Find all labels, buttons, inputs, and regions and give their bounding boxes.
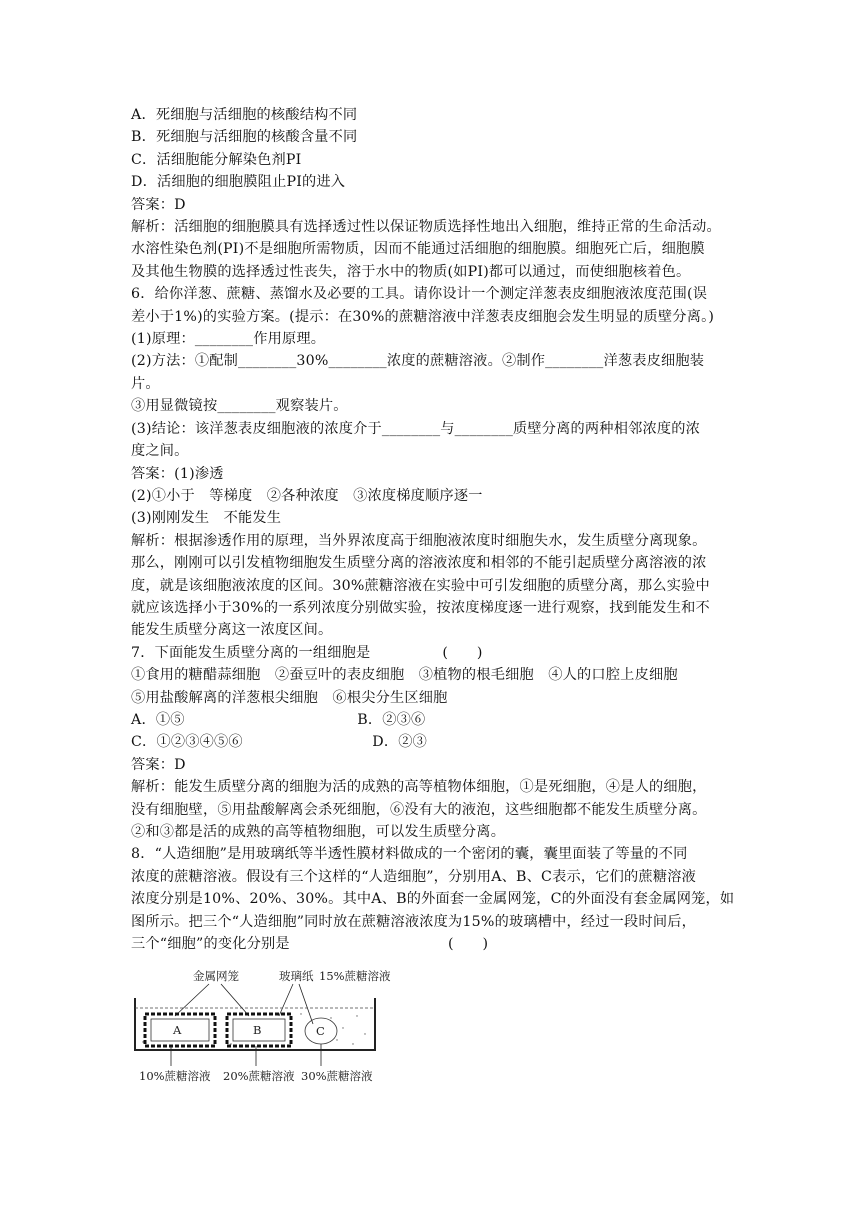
text-line: ⑤用盐酸解离的洋葱根尖细胞 ⑥根尖分生区细胞	[131, 689, 448, 706]
text-line: 6．给你洋葱、蔗糖、蒸馏水及必要的工具。请你设计一个测定洋葱表皮细胞液浓度范围(误	[131, 286, 708, 303]
text-line: 答案：(1)渗透	[131, 465, 224, 482]
label-outer-solution: 15%蔗糖溶液	[319, 969, 391, 983]
text-line: C．活细胞能分解染色剂PI	[131, 151, 302, 168]
text-line: B．死细胞与活细胞的核酸含量不同	[131, 129, 358, 146]
text-line: 图所示。把三个“人造细胞”同时放在蔗糖溶液浓度为15%的玻璃槽中，经过一段时间后，	[131, 913, 696, 930]
text-line: A．①⑤ B．②③⑥	[131, 711, 426, 728]
cell-a-label: A	[173, 1023, 182, 1037]
text-line: 浓度的蔗糖溶液。假设有三个这样的“人造细胞”，分别用A、B、C表示，它们的蔗糖溶液	[131, 868, 696, 885]
text-line: A．死细胞与活细胞的核酸结构不同	[131, 107, 358, 123]
label-metal-cage: 金属网笼	[193, 969, 239, 983]
text-line: 就应该选择小于30%的一系列浓度分别做实验，按浓度梯度逐一进行观察，找到能发生和不	[131, 599, 710, 616]
label-c-solution: 30%蔗糖溶液	[301, 1069, 373, 1083]
text-line: 解析：根据渗透作用的原理，当外界浓度高于细胞液浓度时细胞失水，发生质壁分离现象。	[131, 532, 707, 549]
text-line: ①食用的糖醋蒜细胞 ②蚕豆叶的表皮细胞 ③植物的根毛细胞 ④人的口腔上皮细胞	[131, 667, 678, 684]
text-line: 差小于1%)的实验方案。(提示：在30%的蔗糖溶液中洋葱表皮细胞会发生明显的质壁分离。)	[131, 308, 715, 325]
text-line: 那么，刚刚可以引发植物细胞发生质壁分离的溶液浓度和相邻的不能引起质壁分离溶液的浓	[131, 555, 707, 572]
text-line: 度之间。	[131, 443, 189, 460]
text-line: D．活细胞的细胞膜阻止PI的进入	[131, 174, 346, 191]
text-line: 及其他生物膜的选择透过性丧失，溶于水中的物质(如PI)都可以通过，而使细胞核着色。	[131, 263, 691, 280]
text-line: 三个“细胞”的变化分别是 ( )	[131, 936, 489, 953]
text-line: 水溶性染色剂(PI)不是细胞所需物质，因而不能通过活细胞的细胞膜。细胞死亡后，细胞膜	[131, 241, 705, 258]
text-line: 答案：D	[131, 756, 186, 773]
text-line: (2)①小于 等梯度 ②各种浓度 ③浓度梯度顺序逐一	[131, 487, 483, 504]
text-line: ②和③都是活的成熟的高等植物细胞，可以发生质壁分离。	[131, 824, 506, 840]
text-line: (3)刚刚发生 不能发生	[131, 510, 282, 527]
text-line: (3)结论：该洋葱表皮细胞液的浓度介于________与________质壁分离的两种相邻浓度的浓	[131, 420, 701, 437]
text-line: (1)原理：________作用原理。	[131, 331, 326, 348]
text-line: 解析：活细胞的细胞膜具有选择透过性以保证物质选择性地出入细胞，维持正常的生命活动。	[131, 219, 721, 236]
document-body	[131, 104, 735, 955]
text-line: ③用显微镜按________观察装片。	[131, 398, 348, 415]
text-line: 7．下面能发生质壁分离的一组细胞是 ( )	[131, 644, 483, 661]
text-line: 浓度分别是10%、20%、30%。其中A、B的外面套一金属网笼，C的外面没有套金属网笼，如	[131, 891, 735, 908]
label-a-solution: 10%蔗糖溶液	[139, 1069, 211, 1083]
text-line: 片。	[131, 375, 160, 392]
text-line: 度，就是该细胞液浓度的区间。30%蔗糖溶液在实验中可引发细胞的质壁分离，那么实验中	[131, 577, 710, 594]
text-line: 能发生质壁分离这一浓度区间。	[131, 622, 333, 639]
artificial-cell-figure	[131, 968, 411, 1088]
cell-b-label: B	[253, 1023, 262, 1037]
label-b-solution: 20%蔗糖溶液	[223, 1069, 295, 1083]
label-cellophane: 玻璃纸	[279, 969, 314, 983]
text-line: (2)方法：①配制________30%________浓度的蔗糖溶液。②制作________洋葱表皮细胞装	[131, 353, 705, 370]
text-line: C．①②③④⑤⑥ D．②③	[131, 734, 427, 751]
text-line: 8．“人造细胞”是用玻璃纸等半透性膜材料做成的一个密闭的囊，囊里面装了等量的不同	[131, 846, 688, 863]
cell-c-label: C	[316, 1024, 325, 1038]
text-line: 解析：能发生质壁分离的细胞为活的成熟的高等植物体细胞，①是死细胞，④是人的细胞，	[131, 779, 707, 796]
text-line: 没有细胞壁，⑤用盐酸解离会杀死细胞，⑥没有大的液泡，这些细胞都不能发生质壁分离。	[131, 801, 707, 818]
text-line: 答案：D	[131, 196, 186, 213]
